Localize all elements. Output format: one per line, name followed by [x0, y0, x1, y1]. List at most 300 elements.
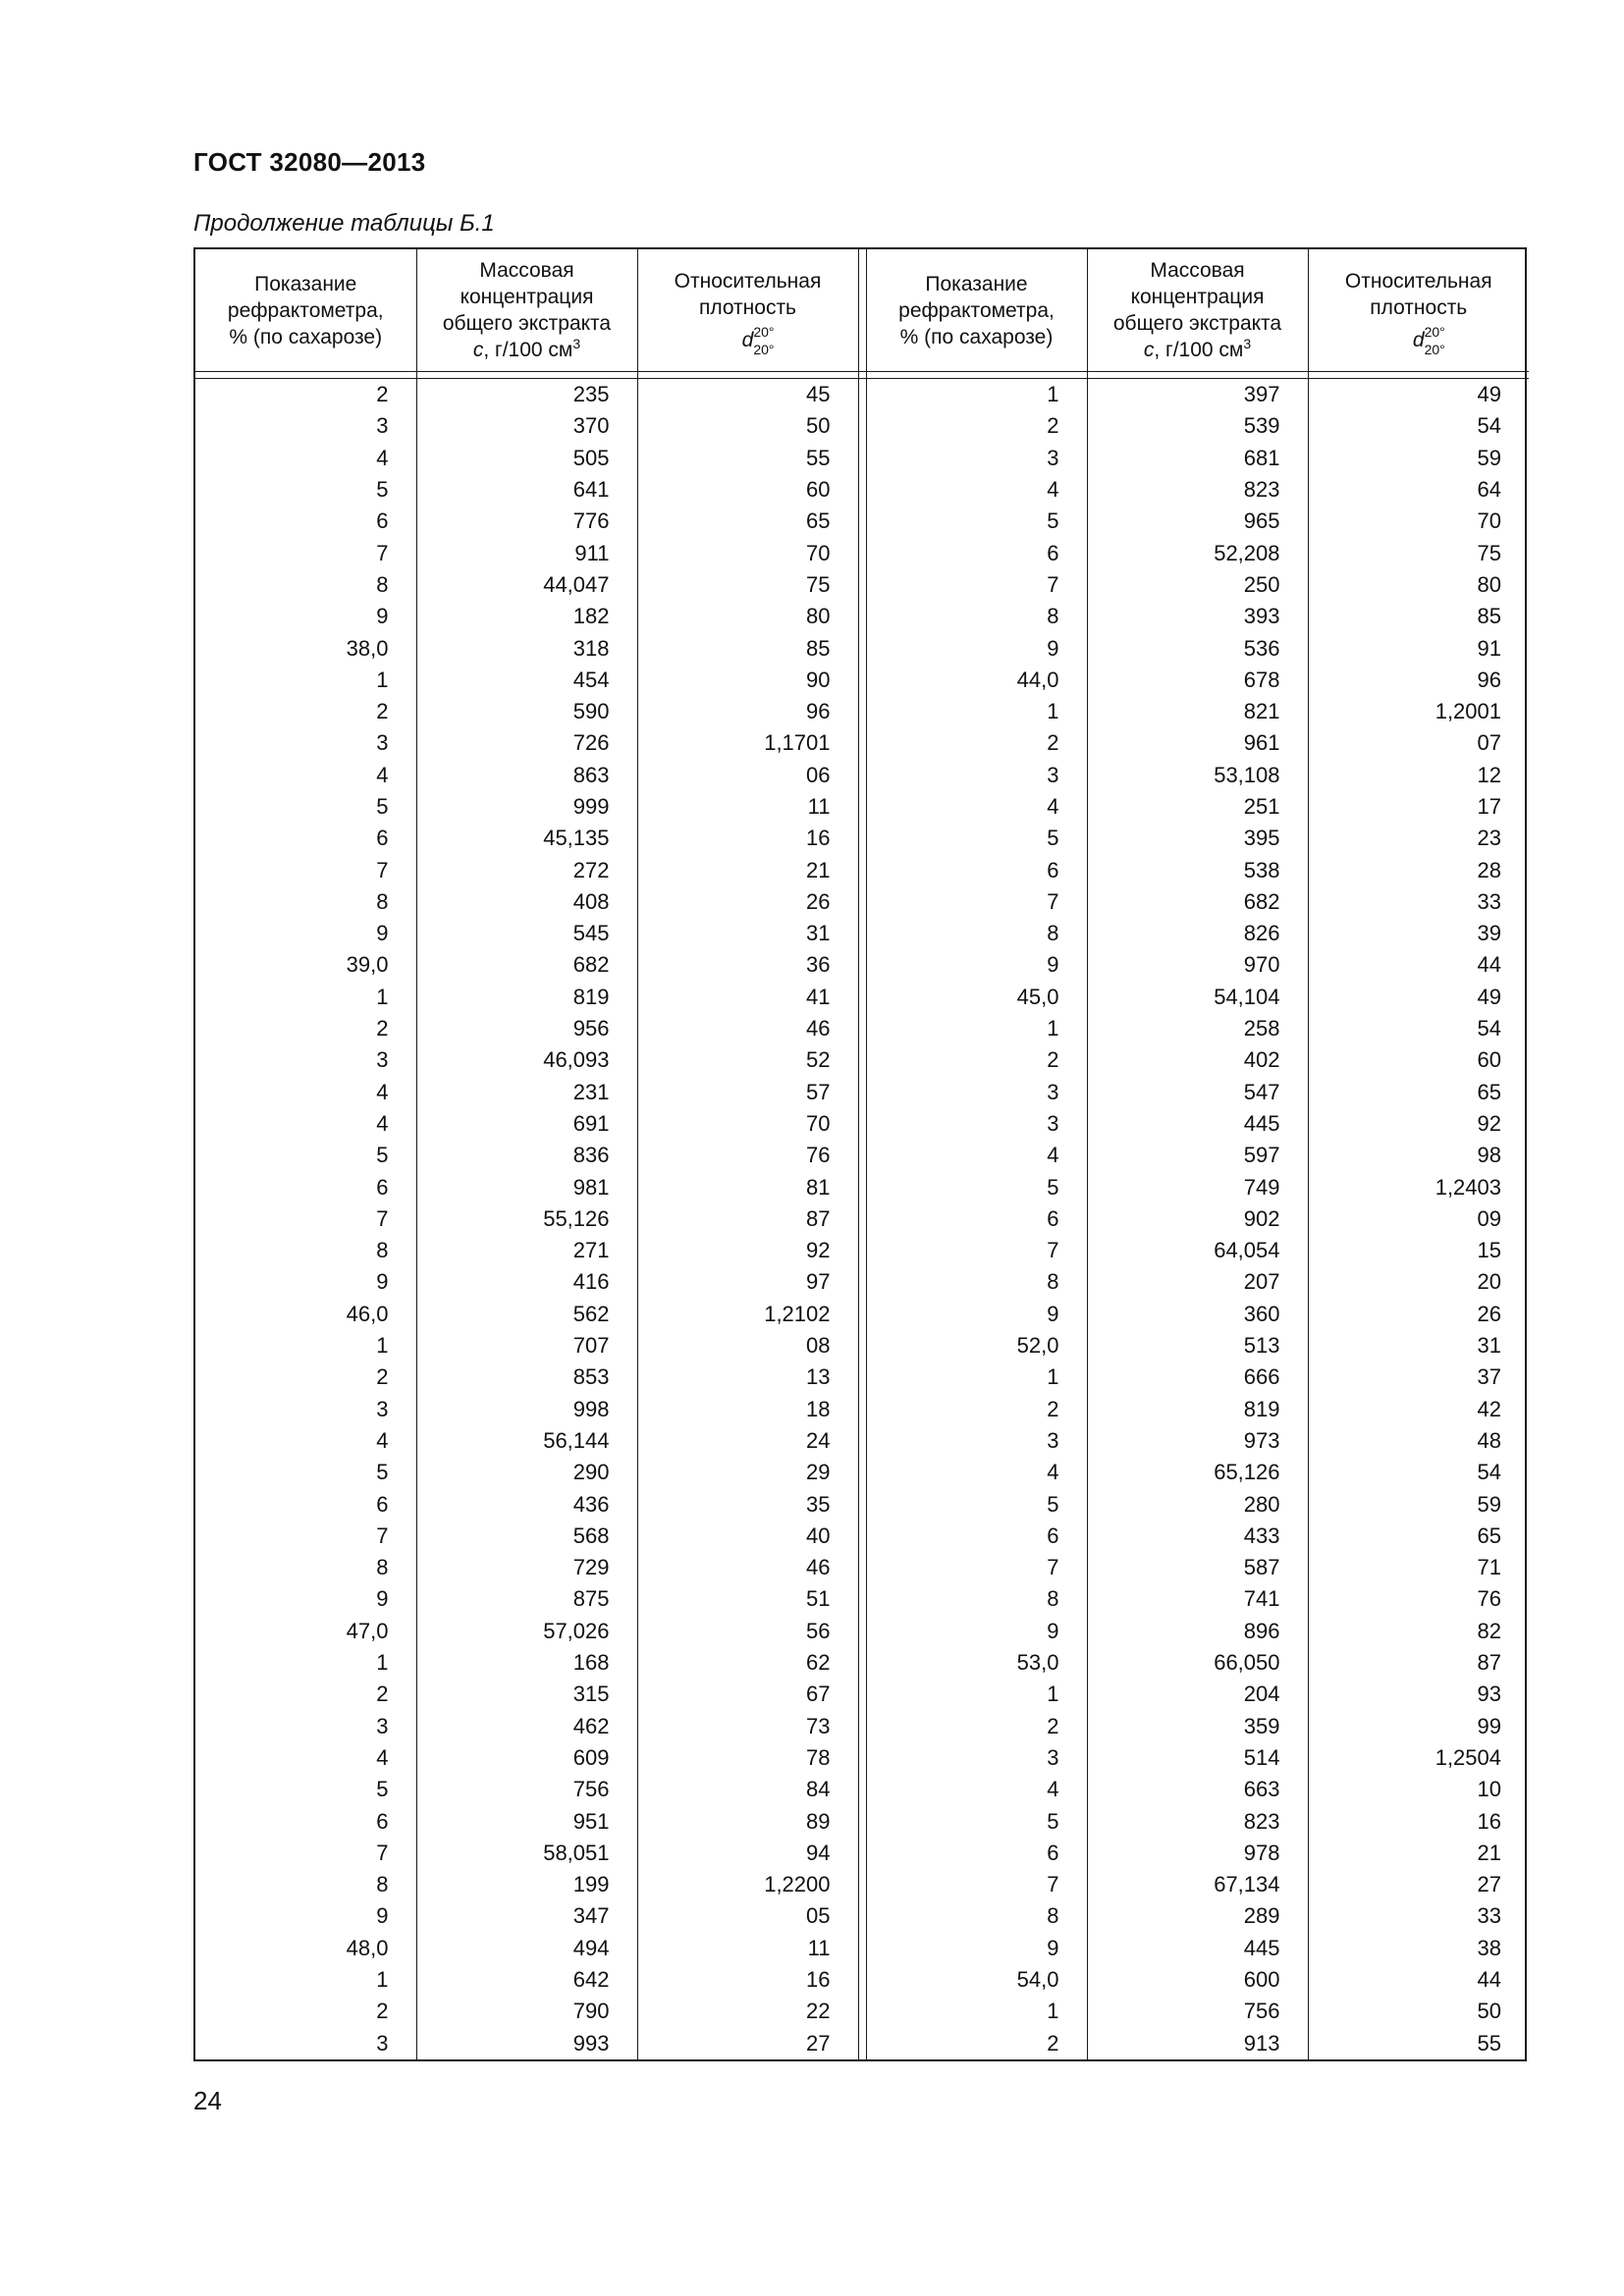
cell-concentration-left: 454: [416, 665, 637, 696]
table-row: [195, 854, 1529, 885]
cell-refractometer-left: 3: [195, 1394, 416, 1425]
header-unit: [1098, 337, 1298, 363]
cell-refractometer-right: 5: [866, 1488, 1087, 1520]
cell-refractometer-right: 5: [866, 1171, 1087, 1202]
table-divider: [858, 1362, 866, 1393]
table-row: [195, 2027, 1529, 2059]
table-row: [195, 727, 1529, 759]
table-row: [195, 601, 1529, 632]
cell-concentration-left: 562: [416, 1299, 637, 1330]
cell-density-left: 92: [637, 1235, 858, 1266]
cell-refractometer-left: 8: [195, 1235, 416, 1266]
table-row: [195, 1299, 1529, 1330]
table-row: [195, 1077, 1529, 1108]
cell-density-right: 59: [1477, 1491, 1501, 1517]
header-text: плотность: [1370, 295, 1468, 319]
cell-density-left: 05: [637, 1900, 858, 1932]
cell-density-right: 60: [1477, 1047, 1501, 1073]
cell-density-right: 65: [1477, 1522, 1501, 1548]
table-divider: [858, 665, 866, 696]
cell-refractometer-right: 8: [866, 1583, 1087, 1615]
cell-density-left: 55: [637, 443, 858, 474]
header-gap-row: [195, 372, 1529, 379]
gap-cell: [416, 372, 637, 379]
cell-refractometer-right: 3: [866, 1742, 1087, 1774]
cell-refractometer-right: 4: [866, 474, 1087, 506]
cell-refractometer-left: 6: [195, 823, 416, 854]
cell-refractometer-left: 2: [195, 1013, 416, 1044]
gap-cell: [637, 372, 858, 379]
cell-concentration-right: 826: [1087, 918, 1308, 949]
cell-density-right: 26: [1477, 1301, 1501, 1326]
cell-density-left: 1,2102: [637, 1299, 858, 1330]
gap-cell: [866, 372, 1087, 379]
cell-concentration-right: 682: [1087, 886, 1308, 918]
table-divider: [858, 601, 866, 632]
cell-density-left: 57: [637, 1077, 858, 1108]
cell-concentration-right: 64,054: [1087, 1235, 1308, 1266]
cell-refractometer-left: 4: [195, 1425, 416, 1457]
cell-density-right: 76: [1477, 1586, 1501, 1612]
cell-refractometer-right: 8: [866, 918, 1087, 949]
cell-concentration-right: 539: [1087, 410, 1308, 442]
cell-density-right: 54: [1477, 1016, 1501, 1041]
cell-concentration-left: 790: [416, 1996, 637, 2027]
gap-cell: [858, 372, 866, 379]
cell-density-left: 65: [637, 506, 858, 537]
table-divider: [858, 1171, 866, 1202]
table-row: [195, 1805, 1529, 1837]
cell-refractometer-right: 4: [866, 1457, 1087, 1488]
cell-density-left: 75: [637, 569, 858, 601]
cell-refractometer-right: 2: [866, 1394, 1087, 1425]
cell-density-right: 21: [1477, 1840, 1501, 1865]
document-title: ГОСТ 32080—2013: [193, 147, 426, 177]
table-divider: [858, 1710, 866, 1741]
cell-density-left: 70: [637, 537, 858, 568]
cell-concentration-right: 819: [1087, 1394, 1308, 1425]
cell-density-left: 67: [637, 1679, 858, 1710]
cell-density-right: 1,2001: [1435, 699, 1501, 724]
cell-density-right: 17: [1477, 794, 1501, 819]
table-row: [195, 506, 1529, 537]
cell-refractometer-right: 6: [866, 1203, 1087, 1235]
cell-density-left: 31: [637, 918, 858, 949]
cell-concentration-left: 993: [416, 2027, 637, 2059]
cell-density-left: 97: [637, 1266, 858, 1298]
cell-density-right: 15: [1477, 1238, 1501, 1263]
cell-refractometer-right: 1: [866, 379, 1087, 411]
cell-concentration-right: 902: [1087, 1203, 1308, 1235]
cell-density-right: 93: [1477, 1682, 1501, 1707]
cell-density-left: 50: [637, 410, 858, 442]
header-text: плотность: [698, 295, 797, 319]
cell-concentration-right: 741: [1087, 1583, 1308, 1615]
cell-concentration-right: 587: [1087, 1552, 1308, 1583]
cell-density-left: 24: [637, 1425, 858, 1457]
density-table: [193, 247, 1527, 2061]
cell-concentration-left: 981: [416, 1171, 637, 1202]
cell-refractometer-right: 1: [866, 1362, 1087, 1393]
cell-density-left: 06: [637, 760, 858, 791]
cell-density-right: 54: [1477, 413, 1501, 439]
cell-density-right: 12: [1477, 762, 1501, 787]
table-divider: [858, 1235, 866, 1266]
header-refractometer-right: [866, 249, 1087, 372]
cell-refractometer-left: 4: [195, 443, 416, 474]
cell-refractometer-right: 9: [866, 949, 1087, 981]
cell-density-right: 23: [1477, 826, 1501, 851]
cell-density-right: 50: [1477, 1999, 1501, 2024]
cell-concentration-left: 58,051: [416, 1838, 637, 1869]
cell-refractometer-left: 7: [195, 854, 416, 885]
cell-density-right: 82: [1477, 1618, 1501, 1643]
cell-refractometer-left: 7: [195, 1521, 416, 1552]
table-row: [195, 1044, 1529, 1076]
cell-refractometer-right: 3: [866, 760, 1087, 791]
cell-density-left: 11: [637, 1933, 858, 1964]
gap-cell: [1087, 372, 1308, 379]
table-divider: [858, 1521, 866, 1552]
table-divider: [858, 982, 866, 1013]
cell-refractometer-right: 8: [866, 601, 1087, 632]
cell-concentration-right: 514: [1087, 1742, 1308, 1774]
cell-refractometer-right: 1: [866, 1679, 1087, 1710]
cell-density-left: 41: [637, 982, 858, 1013]
cell-density-right: 42: [1477, 1396, 1501, 1421]
cell-concentration-left: 756: [416, 1774, 637, 1805]
cell-density-left: 78: [637, 1742, 858, 1774]
cell-refractometer-right: 44,0: [866, 665, 1087, 696]
cell-density-left: 89: [637, 1805, 858, 1837]
cell-density-left: 35: [637, 1488, 858, 1520]
cell-refractometer-right: 2: [866, 410, 1087, 442]
table-divider: [858, 1044, 866, 1076]
cell-refractometer-left: 9: [195, 918, 416, 949]
cell-density-left: 46: [637, 1013, 858, 1044]
cell-density-right: 37: [1477, 1364, 1501, 1390]
cell-concentration-right: 65,126: [1087, 1457, 1308, 1488]
cell-refractometer-left: 8: [195, 569, 416, 601]
cell-concentration-right: 258: [1087, 1013, 1308, 1044]
cell-concentration-left: 231: [416, 1077, 637, 1108]
table-divider: [858, 854, 866, 885]
cell-density-right: 1,2403: [1435, 1174, 1501, 1200]
table-row: [195, 1838, 1529, 1869]
table-divider: [858, 1964, 866, 1996]
cell-refractometer-right: 4: [866, 1774, 1087, 1805]
cell-density-right: 98: [1477, 1143, 1501, 1168]
table-divider: [858, 1457, 866, 1488]
cell-refractometer-right: 54,0: [866, 1964, 1087, 1996]
density-symbol-sub: 20°: [1424, 341, 1445, 357]
cell-refractometer-left: 1: [195, 1964, 416, 1996]
table-row: [195, 569, 1529, 601]
cell-refractometer-left: 6: [195, 1488, 416, 1520]
cell-concentration-right: 965: [1087, 506, 1308, 537]
table-row: [195, 1679, 1529, 1710]
table-divider: [858, 1266, 866, 1298]
table-divider: [858, 1330, 866, 1362]
cell-density-left: 11: [637, 791, 858, 823]
unit-text: , г/100 см: [483, 339, 573, 361]
table-divider: [858, 1679, 866, 1710]
header-text: % (по сахарозе): [899, 325, 1054, 348]
cell-refractometer-right: 5: [866, 1805, 1087, 1837]
table-row: [195, 791, 1529, 823]
cell-density-left: 96: [637, 696, 858, 727]
cell-concentration-left: 590: [416, 696, 637, 727]
cell-refractometer-left: 7: [195, 1203, 416, 1235]
table-divider: [858, 1933, 866, 1964]
cell-density-left: 52: [637, 1044, 858, 1076]
cell-concentration-left: 853: [416, 1362, 637, 1393]
table-divider: [858, 443, 866, 474]
header-text: Относительная: [674, 269, 822, 293]
cell-concentration-left: 45,135: [416, 823, 637, 854]
cell-concentration-left: 436: [416, 1488, 637, 1520]
cell-density-right: 55: [1477, 2030, 1501, 2056]
cell-refractometer-left: 9: [195, 1583, 416, 1615]
table-body: [195, 379, 1529, 2060]
cell-concentration-right: 749: [1087, 1171, 1308, 1202]
cell-concentration-right: 445: [1087, 1108, 1308, 1140]
table-row: [195, 1488, 1529, 1520]
cell-refractometer-right: 3: [866, 443, 1087, 474]
cell-concentration-right: 53,108: [1087, 760, 1308, 791]
cell-density-right: 48: [1477, 1427, 1501, 1453]
cell-density-left: 90: [637, 665, 858, 696]
cell-density-right: 85: [1477, 604, 1501, 629]
cell-concentration-right: 970: [1087, 949, 1308, 981]
cell-concentration-left: 641: [416, 474, 637, 506]
cell-concentration-left: 956: [416, 1013, 637, 1044]
cell-refractometer-left: 7: [195, 1838, 416, 1869]
cell-density-left: 76: [637, 1140, 858, 1171]
cell-refractometer-right: 4: [866, 791, 1087, 823]
cell-refractometer-left: 2: [195, 1996, 416, 2027]
table-row: [195, 1742, 1529, 1774]
header-text: Массовая: [479, 259, 574, 282]
table-divider: [858, 1077, 866, 1108]
cell-concentration-left: 46,093: [416, 1044, 637, 1076]
table-divider: [858, 1203, 866, 1235]
table-row: [195, 1171, 1529, 1202]
cell-refractometer-right: 2: [866, 1044, 1087, 1076]
cell-concentration-left: 863: [416, 760, 637, 791]
cell-concentration-right: 251: [1087, 791, 1308, 823]
table-row: [195, 632, 1529, 664]
table-row: [195, 1964, 1529, 1996]
cell-density-left: 81: [637, 1171, 858, 1202]
cell-refractometer-left: 6: [195, 1171, 416, 1202]
cell-refractometer-right: 1: [866, 1996, 1087, 2027]
cell-concentration-right: 66,050: [1087, 1647, 1308, 1679]
header-text: рефрактометра,: [898, 298, 1055, 322]
cell-concentration-right: 360: [1087, 1299, 1308, 1330]
density-symbol-sub: 20°: [753, 341, 775, 357]
cell-concentration-right: 978: [1087, 1838, 1308, 1869]
cell-concentration-left: 707: [416, 1330, 637, 1362]
cell-concentration-right: 536: [1087, 632, 1308, 664]
cell-density-right: 10: [1477, 1777, 1501, 1802]
cell-density-right: 44: [1477, 1966, 1501, 1992]
table-divider: [858, 1647, 866, 1679]
cell-density-right: 28: [1477, 857, 1501, 882]
cell-concentration-left: 168: [416, 1647, 637, 1679]
unit-exponent: 3: [1243, 336, 1252, 351]
cell-concentration-right: 52,208: [1087, 537, 1308, 568]
cell-refractometer-right: 8: [866, 1900, 1087, 1932]
cell-refractometer-left: 5: [195, 791, 416, 823]
header-text: общего экстракта: [442, 312, 612, 335]
cell-concentration-right: 395: [1087, 823, 1308, 854]
cell-density-left: 84: [637, 1774, 858, 1805]
cell-density-left: 51: [637, 1583, 858, 1615]
cell-concentration-right: 756: [1087, 1996, 1308, 2027]
cell-refractometer-left: 4: [195, 760, 416, 791]
header-text: Показание: [925, 272, 1028, 295]
cell-density-left: 56: [637, 1616, 858, 1647]
table-row: [195, 760, 1529, 791]
cell-refractometer-right: 3: [866, 1108, 1087, 1140]
header-refractometer-left: [195, 249, 416, 372]
cell-refractometer-left: 9: [195, 1900, 416, 1932]
cell-refractometer-left: 3: [195, 1044, 416, 1076]
cell-refractometer-left: 1: [195, 1330, 416, 1362]
cell-refractometer-left: 8: [195, 1552, 416, 1583]
cell-concentration-left: 691: [416, 1108, 637, 1140]
table-row: [195, 379, 1529, 411]
cell-concentration-right: 54,104: [1087, 982, 1308, 1013]
table-row: [195, 1108, 1529, 1140]
cell-density-right: 70: [1477, 508, 1501, 534]
cell-refractometer-left: 3: [195, 727, 416, 759]
table-divider: [858, 791, 866, 823]
cell-density-right: 16: [1477, 1808, 1501, 1834]
cell-refractometer-right: 7: [866, 1235, 1087, 1266]
cell-density-right: 71: [1477, 1555, 1501, 1580]
cell-density-right: 96: [1477, 667, 1501, 692]
cell-refractometer-right: 1: [866, 1013, 1087, 1044]
header-text: рефрактометра,: [227, 298, 384, 322]
cell-concentration-left: 56,144: [416, 1425, 637, 1457]
cell-concentration-left: 609: [416, 1742, 637, 1774]
cell-refractometer-right: 6: [866, 1838, 1087, 1869]
cell-concentration-left: 729: [416, 1552, 637, 1583]
table-divider: [858, 1583, 866, 1615]
density-symbol-letter: d: [741, 328, 754, 351]
table-row: [195, 886, 1529, 918]
table-row: [195, 1203, 1529, 1235]
cell-concentration-right: 678: [1087, 665, 1308, 696]
table-caption: Продолжение таблицы Б.1: [193, 210, 495, 237]
cell-refractometer-left: 2: [195, 1362, 416, 1393]
cell-refractometer-right: 7: [866, 1552, 1087, 1583]
cell-density-left: 40: [637, 1521, 858, 1552]
cell-refractometer-right: 6: [866, 854, 1087, 885]
cell-density-left: 29: [637, 1457, 858, 1488]
cell-concentration-left: 272: [416, 854, 637, 885]
table-row: [195, 1710, 1529, 1741]
cell-refractometer-left: 2: [195, 379, 416, 411]
cell-refractometer-right: 45,0: [866, 982, 1087, 1013]
cell-density-right: 27: [1477, 1872, 1501, 1897]
table-row: [195, 1330, 1529, 1362]
cell-density-left: 22: [637, 1996, 858, 2027]
cell-concentration-right: 289: [1087, 1900, 1308, 1932]
gap-cell: [195, 372, 416, 379]
density-table-grid: [195, 249, 1529, 2059]
table-divider: [858, 2027, 866, 2059]
cell-refractometer-left: 2: [195, 1679, 416, 1710]
cell-concentration-left: 998: [416, 1394, 637, 1425]
cell-density-left: 73: [637, 1710, 858, 1741]
cell-refractometer-right: 2: [866, 1710, 1087, 1741]
table-row: [195, 443, 1529, 474]
cell-refractometer-right: 53,0: [866, 1647, 1087, 1679]
table-row: [195, 1457, 1529, 1488]
cell-concentration-right: 359: [1087, 1710, 1308, 1741]
cell-concentration-right: 250: [1087, 569, 1308, 601]
unit-symbol: c: [1143, 339, 1155, 361]
cell-concentration-left: 951: [416, 1805, 637, 1837]
cell-density-left: 16: [637, 823, 858, 854]
table-divider: [858, 1488, 866, 1520]
cell-refractometer-right: 9: [866, 1616, 1087, 1647]
table-row: [195, 1583, 1529, 1615]
cell-concentration-right: 547: [1087, 1077, 1308, 1108]
cell-refractometer-left: 48,0: [195, 1933, 416, 1964]
cell-refractometer-right: 5: [866, 506, 1087, 537]
table-divider: [858, 537, 866, 568]
cell-concentration-left: 271: [416, 1235, 637, 1266]
cell-density-right: 59: [1477, 445, 1501, 470]
cell-refractometer-left: 47,0: [195, 1616, 416, 1647]
cell-refractometer-left: 8: [195, 886, 416, 918]
cell-density-right: 99: [1477, 1713, 1501, 1738]
cell-density-right: 20: [1477, 1269, 1501, 1295]
cell-concentration-left: 462: [416, 1710, 637, 1741]
cell-concentration-right: 67,134: [1087, 1869, 1308, 1900]
cell-concentration-left: 999: [416, 791, 637, 823]
cell-refractometer-left: 38,0: [195, 632, 416, 664]
cell-refractometer-left: 4: [195, 1108, 416, 1140]
cell-refractometer-left: 5: [195, 1457, 416, 1488]
header-text: концентрация: [1130, 286, 1265, 308]
cell-concentration-left: 836: [416, 1140, 637, 1171]
cell-density-right: 49: [1477, 382, 1501, 407]
table-header-row: [195, 249, 1529, 372]
cell-density-right: 54: [1477, 1460, 1501, 1485]
table-divider: [858, 1394, 866, 1425]
cell-refractometer-left: 3: [195, 410, 416, 442]
cell-concentration-left: 347: [416, 1900, 637, 1932]
density-symbol-wrap: [741, 323, 775, 357]
cell-concentration-right: 663: [1087, 1774, 1308, 1805]
table-row: [195, 665, 1529, 696]
header-text: Массовая: [1150, 259, 1245, 282]
cell-refractometer-left: 4: [195, 1077, 416, 1108]
cell-concentration-right: 538: [1087, 854, 1308, 885]
cell-concentration-left: 819: [416, 982, 637, 1013]
table-row: [195, 949, 1529, 981]
table-row: [195, 696, 1529, 727]
cell-concentration-left: 57,026: [416, 1616, 637, 1647]
cell-concentration-right: 402: [1087, 1044, 1308, 1076]
table-divider: [858, 1869, 866, 1900]
table-row: [195, 823, 1529, 854]
